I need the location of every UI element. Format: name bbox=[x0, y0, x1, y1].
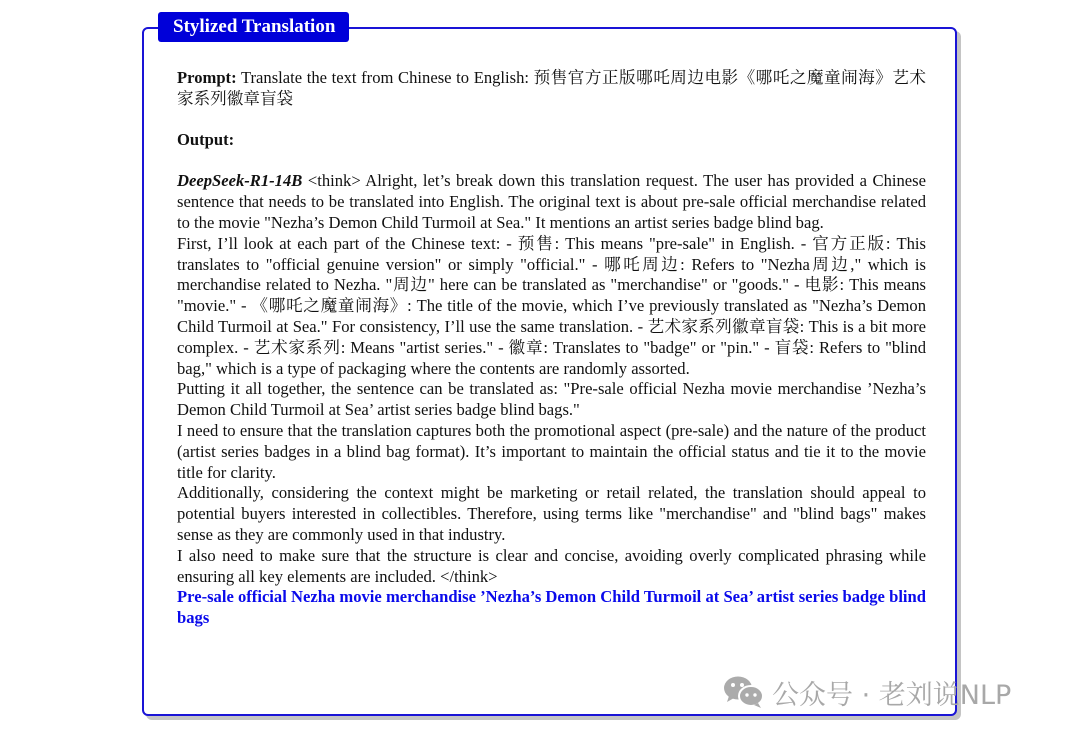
prompt-text: Translate the text from Chinese to English: 预售官方正版哪吒周边电影《哪吒之魔童闹海》艺术家系列徽章盲袋 bbox=[177, 68, 926, 108]
reasoning-paragraph-3: Putting it all together, the sentence can be translated as: "Pre-sale official Nezha movie merchandise ’Nezha’s Demon Child Turmoil at Sea’ artist series badge blind bags." bbox=[177, 379, 926, 420]
wechat-icon bbox=[722, 674, 766, 710]
reasoning-paragraph-5: Additionally, considering the context might be marketing or retail related, the translation should appeal to potential buyers interested in collectibles. Therefore, using terms like "merchandise" and "blind bags" makes sense as they are commonly used in that industry. bbox=[177, 483, 926, 544]
reasoning-paragraph-1 bbox=[177, 171, 926, 233]
output-label: Output: bbox=[177, 129, 235, 149]
reasoning-text-1: <think> Alright, let’s break down this translation request. The user has provided a Chinese sentence that needs to be translated into English. The original text is about pre-sale official merchandise related to the movie "Nezha’s Demon Child Turmoil at Sea." It mentions an artist series badge blind bag. bbox=[177, 171, 926, 232]
reasoning-paragraph-4: I need to ensure that the translation captures both the promotional aspect (pre-sale) and the nature of the product (artist series badges in a blind bag format). It’s important to maintain the official status and tie it to the movie title for clarity. bbox=[177, 420, 926, 482]
reasoning-paragraph-2: First, I’ll look at each part of the Chinese text: - 预售: This means "pre-sale" in English. - 官方正版: This translates to "official genuine version" or simply "official." - 哪吒周边: Refers to "Nezha周边," which is merchandise related to Nezha. "周边" here can be translated as "merchandise" or "goods." - 电影: This means "movie." - 《哪吒之魔童闹海》: The title of the movie, which I’ve previously translated as "Nezha’s Demon Child Turmoil at Sea." For consistency, I’ll use the same translation. - 艺术家系列徽章盲袋: This is a bit more complex. - 艺术家系列: Means "artist series." - 徽章: Translates to "badge" or "pin." - 盲袋: Refers to "blind bag," which is a type of packaging where the contents are randomly assorted. bbox=[177, 233, 926, 378]
watermark bbox=[722, 672, 1011, 712]
panel-content bbox=[177, 68, 926, 629]
watermark-text: 公众号 · 老刘说NLP bbox=[772, 679, 1012, 711]
prompt-block bbox=[177, 68, 926, 110]
reasoning-paragraph-6: I also need to make sure that the structure is clear and concise, avoiding overly complicated phrasing while ensuring all key elements are included. </think> bbox=[177, 545, 926, 586]
final-translation: Pre-sale official Nezha movie merchandise ’Nezha’s Demon Child Turmoil at Sea’ artist series badge blind bags bbox=[177, 587, 926, 628]
panel-title: Stylized Translation bbox=[158, 12, 349, 42]
prompt-label: Prompt: bbox=[177, 68, 237, 87]
model-name: DeepSeek-R1-14B bbox=[177, 171, 303, 191]
